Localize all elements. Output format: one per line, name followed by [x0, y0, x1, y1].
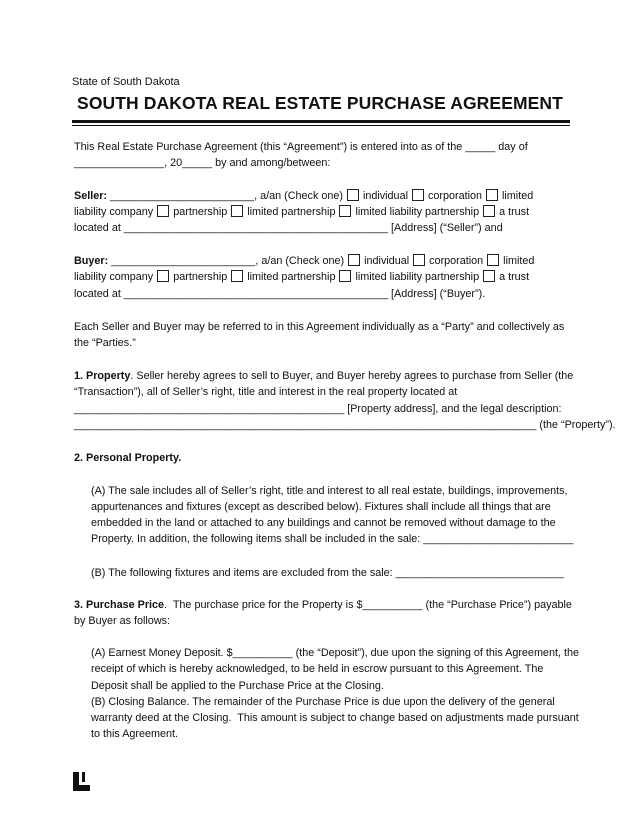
- intro-line-1: This Real Estate Purchase Agreement (this “Agreement”) is entered into as of the _____ day of: [74, 141, 528, 153]
- legal-description-line[interactable]: _____________________________________________________________________________ (the “Property”).: [74, 419, 616, 431]
- section1-line-2: “Transaction”), all of Seller’s right, title and interest in the real property located at: [74, 386, 458, 398]
- seller-corporation-checkbox[interactable]: [412, 189, 424, 201]
- checkbox-label: individual: [361, 255, 413, 267]
- section3-line-2: by Buyer as follows:: [74, 615, 171, 627]
- buyer-label: Buyer:: [74, 255, 109, 267]
- brand-logo-icon: [72, 771, 92, 793]
- seller-llc-checkbox[interactable]: [486, 189, 498, 201]
- checkbox-label: limited liability partnership: [352, 271, 483, 283]
- checkbox-label: individual: [359, 190, 411, 202]
- section2-a-line-2: appurtenances and fixtures (except as described below). Fixtures shall include all things that are: [91, 501, 551, 513]
- checkbox-label: liability company: [74, 271, 157, 283]
- seller-line-1: [74, 189, 533, 203]
- document-title: SOUTH DAKOTA REAL ESTATE PURCHASE AGREEMENT: [77, 93, 563, 113]
- section1-line-1: [74, 369, 573, 383]
- state-label: State of South Dakota: [72, 76, 180, 88]
- section2-a-line-1: (A) The sale includes all of Seller’s right, title and interest to all real estate, buildings, improvements,: [91, 485, 568, 497]
- section2-a-line-3: embedded in the land or attached to any buildings and cannot be removed without damage to the: [91, 517, 556, 529]
- seller-address-line[interactable]: located at ____________________________________________ [Address] (“Seller”) and: [74, 222, 503, 234]
- intro-line-2: _______________, 20_____ by and among/between:: [74, 157, 331, 169]
- purchase-price-blank[interactable]: . The purchase price for the Property is $__________ (the “Purchase Price”) payable: [164, 599, 572, 611]
- buyer-llp-checkbox[interactable]: [339, 270, 351, 282]
- section1-heading: 1. Property: [74, 370, 131, 382]
- buyer-trust-checkbox[interactable]: [483, 270, 495, 282]
- checkbox-label: partnership: [170, 271, 231, 283]
- closing-balance-line-3: to this Agreement.: [91, 728, 179, 740]
- checkbox-label: a trust: [496, 271, 530, 283]
- seller-trust-checkbox[interactable]: [483, 205, 495, 217]
- checkbox-label: limited liability partnership: [352, 206, 483, 218]
- title-rule-thick: [72, 120, 570, 123]
- buyer-address-line[interactable]: located at ____________________________________________ [Address] (“Buyer”).: [74, 288, 486, 300]
- seller-individual-checkbox[interactable]: [347, 189, 359, 201]
- buyer-limited-partnership-checkbox[interactable]: [231, 270, 243, 282]
- checkbox-label: limited partnership: [244, 206, 339, 218]
- buyer-name-blank[interactable]: ________________________, a/an (Check one): [108, 255, 348, 267]
- buyer-individual-checkbox[interactable]: [348, 254, 360, 266]
- checkbox-label: partnership: [170, 206, 231, 218]
- buyer-line-1: [74, 254, 534, 268]
- section3-line-1: [74, 598, 572, 612]
- deposit-line-1[interactable]: (A) Earnest Money Deposit. $__________ (the “Deposit”), due upon the signing of this Agreement, the: [91, 647, 579, 659]
- checkbox-label: limited: [500, 255, 535, 267]
- seller-line-2: [74, 205, 529, 219]
- title-rule-thin: [72, 125, 570, 126]
- parties-line-1: Each Seller and Buyer may be referred to in this Agreement individually as a “Party” and collectively as: [74, 321, 565, 333]
- parties-line-2: the “Parties.”: [74, 337, 136, 349]
- section1-text: . Seller hereby agrees to sell to Buyer, and Buyer hereby agrees to purchase from Seller (the: [130, 370, 574, 382]
- checkbox-label: corporation: [424, 190, 485, 202]
- checkbox-label: limited: [499, 190, 534, 202]
- buyer-llc-checkbox[interactable]: [487, 254, 499, 266]
- checkbox-label: liability company: [74, 206, 157, 218]
- included-items-line[interactable]: Property. In addition, the following items shall be included in the sale: _________________________: [91, 533, 574, 545]
- excluded-items-line[interactable]: (B) The following fixtures and items are excluded from the sale: ____________________________: [91, 567, 564, 579]
- deposit-line-3: Deposit shall be applied to the Purchase Price at the Closing.: [91, 680, 384, 692]
- buyer-corporation-checkbox[interactable]: [413, 254, 425, 266]
- seller-partnership-checkbox[interactable]: [157, 205, 169, 217]
- checkbox-label: limited partnership: [244, 271, 339, 283]
- closing-balance-line-2: warranty deed at the Closing. This amount is subject to change based on adjustments made pursuant: [91, 712, 579, 724]
- closing-balance-line-1: (B) Closing Balance. The remainder of the Purchase Price is due upon the delivery of the general: [91, 696, 555, 708]
- section3-heading: 3. Purchase Price: [74, 599, 165, 611]
- property-address-line[interactable]: _____________________________________________ [Property address], and the legal description:: [74, 403, 562, 415]
- section2-heading: 2. Personal Property.: [74, 452, 182, 464]
- seller-name-blank[interactable]: ________________________, a/an (Check one): [107, 190, 346, 202]
- seller-llp-checkbox[interactable]: [339, 205, 351, 217]
- buyer-line-2: [74, 270, 529, 284]
- seller-label: Seller:: [74, 190, 108, 202]
- seller-limited-partnership-checkbox[interactable]: [231, 205, 243, 217]
- buyer-partnership-checkbox[interactable]: [157, 270, 169, 282]
- checkbox-label: a trust: [496, 206, 530, 218]
- deposit-line-2: receipt of which is hereby acknowledged, to be held in escrow pursuant to this Agreement. The: [91, 663, 544, 675]
- checkbox-label: corporation: [426, 255, 487, 267]
